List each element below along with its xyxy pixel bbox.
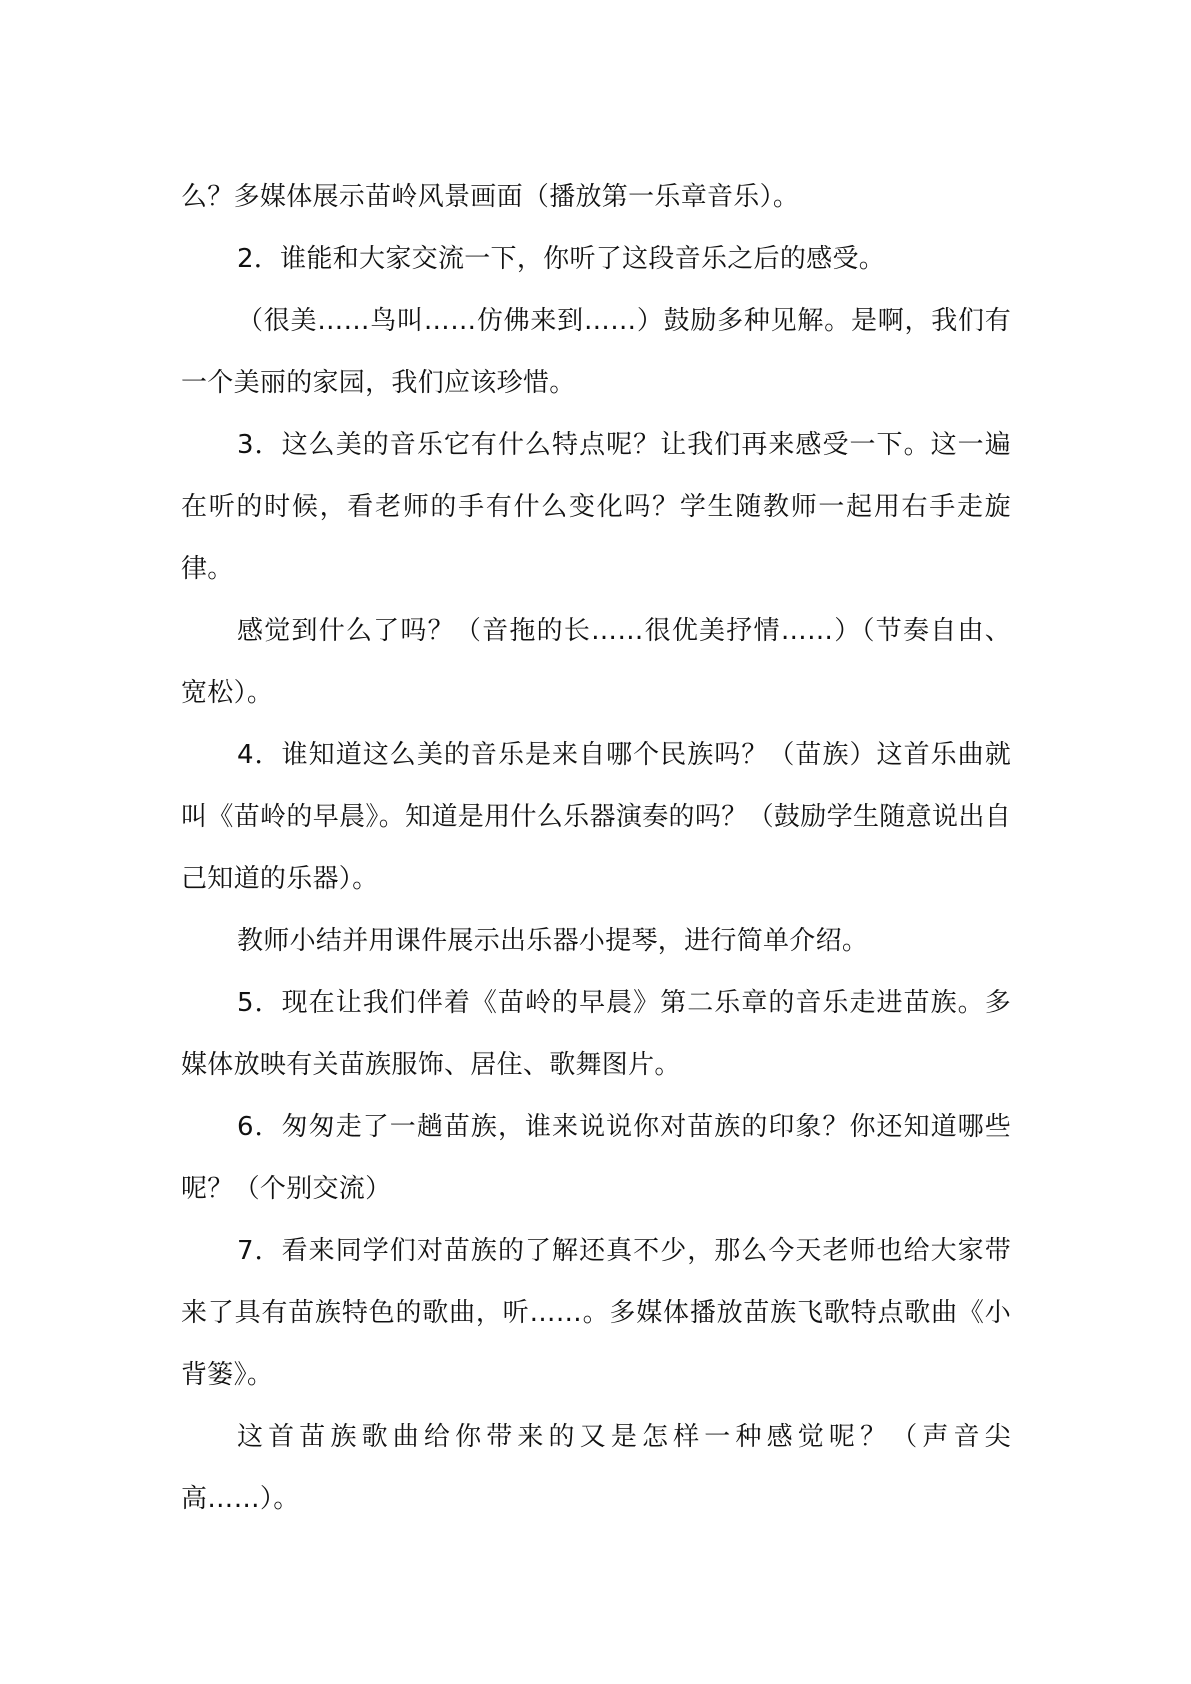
paragraph: 么？多媒体展示苗岭风景画面（播放第一乐章音乐）。 — [181, 182, 800, 212]
paragraph: 感觉到什么了吗？（音拖的长……很优美抒情……）（节奏自由、宽松）。 — [181, 616, 1011, 708]
paragraph: （很美……鸟叫……仿佛来到……）鼓励多种见解。是啊，我们有一个美丽的家园，我们应该珍惜。 — [181, 306, 1011, 398]
paragraph: 5．现在让我们伴着《苗岭的早晨》第二乐章的音乐走进苗族。多媒体放映有关苗族服饰、居住、歌舞图片。 — [181, 988, 1011, 1080]
paragraph: 这首苗族歌曲给你带来的又是怎样一种感觉呢？（声音尖高……）。 — [181, 1422, 1011, 1514]
paragraph: 4．谁知道这么美的音乐是来自哪个民族吗？（苗族）这首乐曲就叫《苗岭的早晨》。知道是用什么乐器演奏的吗？（鼓励学生随意说出自己知道的乐器）。 — [181, 740, 1011, 894]
paragraph: 2．谁能和大家交流一下，你听了这段音乐之后的感受。 — [237, 244, 886, 274]
paragraph: 7．看来同学们对苗族的了解还真不少，那么今天老师也给大家带来了具有苗族特色的歌曲，听……。多媒体播放苗族飞歌特点歌曲《小背篓》。 — [181, 1236, 1011, 1390]
paragraph: 3．这么美的音乐它有什么特点呢？让我们再来感受一下。这一遍在听的时候，看老师的手有什么变化吗？学生随教师一起用右手走旋律。 — [181, 430, 1011, 584]
body-text — [181, 166, 1011, 1530]
paragraph: 教师小结并用课件展示出乐器小提琴，进行简单介绍。 — [237, 926, 869, 956]
paragraph: 6．匆匆走了一趟苗族，谁来说说你对苗族的印象？你还知道哪些呢？（个别交流） — [181, 1112, 1011, 1204]
